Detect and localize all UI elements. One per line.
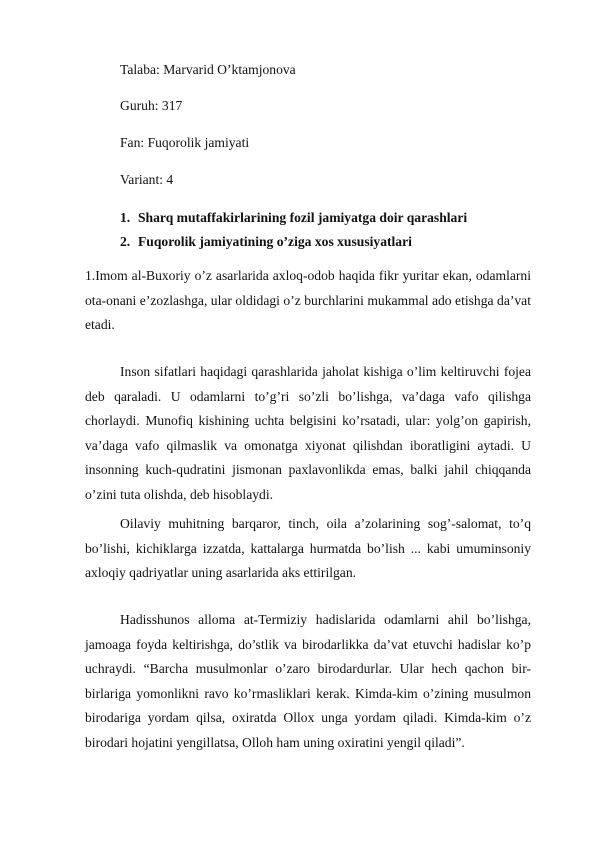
paragraph-4: Hadisshunos alloma at-Termiziy hadislarida odamlarni ahil bo’lishga, jamoaga foyda keltirishga, do’stlik va birodarlikka da’vat etuvchi hadislar ko’p uchraydi. “Barcha musulmonlar o’zaro birodardurlar. Ular hech qachon bir-birlariga yomonlikni ravo ko’rmasliklari kerak. Kimda-kim o’zining musulmon birodariga yordam qilsa, oxiratda Ollox unga yordam qiladi. Kimda-kim o’z birodari hojatini yengillatsa, Olloh ham uning oxiratini yengil qiladi”. (85, 612, 531, 750)
question-item-1 (120, 210, 467, 226)
paragraph-3: Oilaviy muhitning barqaror, tinch, oila a’zolarining sog’-salomat, to’q bo’lishi, kichiklarga izzatda, kattalarga hurmatda bo’lish ... kabi umuminsoniy axloqiy qadriyatlar uning asarlarida aks ettirilgan. (85, 516, 531, 581)
student-name: Talaba: Marvarid O’ktamjonova (120, 62, 296, 77)
question-number: 2. (120, 234, 131, 249)
question-number: 1. (120, 210, 131, 225)
question-text: Sharq mutaffakirlarining fozil jamiyatga doir qarashlari (138, 210, 468, 225)
paragraph-1: 1.Imom al-Buxoriy o’z asarlarida axloq-odob haqida fikr yuritar ekan, odamlarni ota-onani e’zozlashga, ular oldidagi o’z burchlarini mukammal ado etishga da’vat etadi. (85, 268, 531, 333)
paragraph-2: Inson sifatlari haqidagi qarashlarida jaholat kishiga o’lim keltiruvchi fojea deb qaraladi. U odamlarni to’g’ri so’zli bo’lishga, va’daga vafo qilishga chorlaydi. Munofiq kishining uchta belgisini ko’rsatadi, ular: yolg’on gapirish, va’daga vafo qilmaslik va omonatga xiyonat qilishdan iboratligini aytadi. U insonning kuch-qudratini jismonan paxlavonlikda emas, balki jahil chiqqanda o’zini tuta olishda, deb hisoblaydi. (85, 364, 531, 502)
subject-name: Fan: Fuqorolik jamiyati (120, 135, 250, 150)
question-text: Fuqorolik jamiyatining o’ziga xos xususiyatlari (138, 234, 412, 249)
group-number: Guruh: 317 (120, 98, 183, 113)
question-item-2 (120, 234, 412, 250)
variant-number: Variant: 4 (120, 172, 174, 187)
